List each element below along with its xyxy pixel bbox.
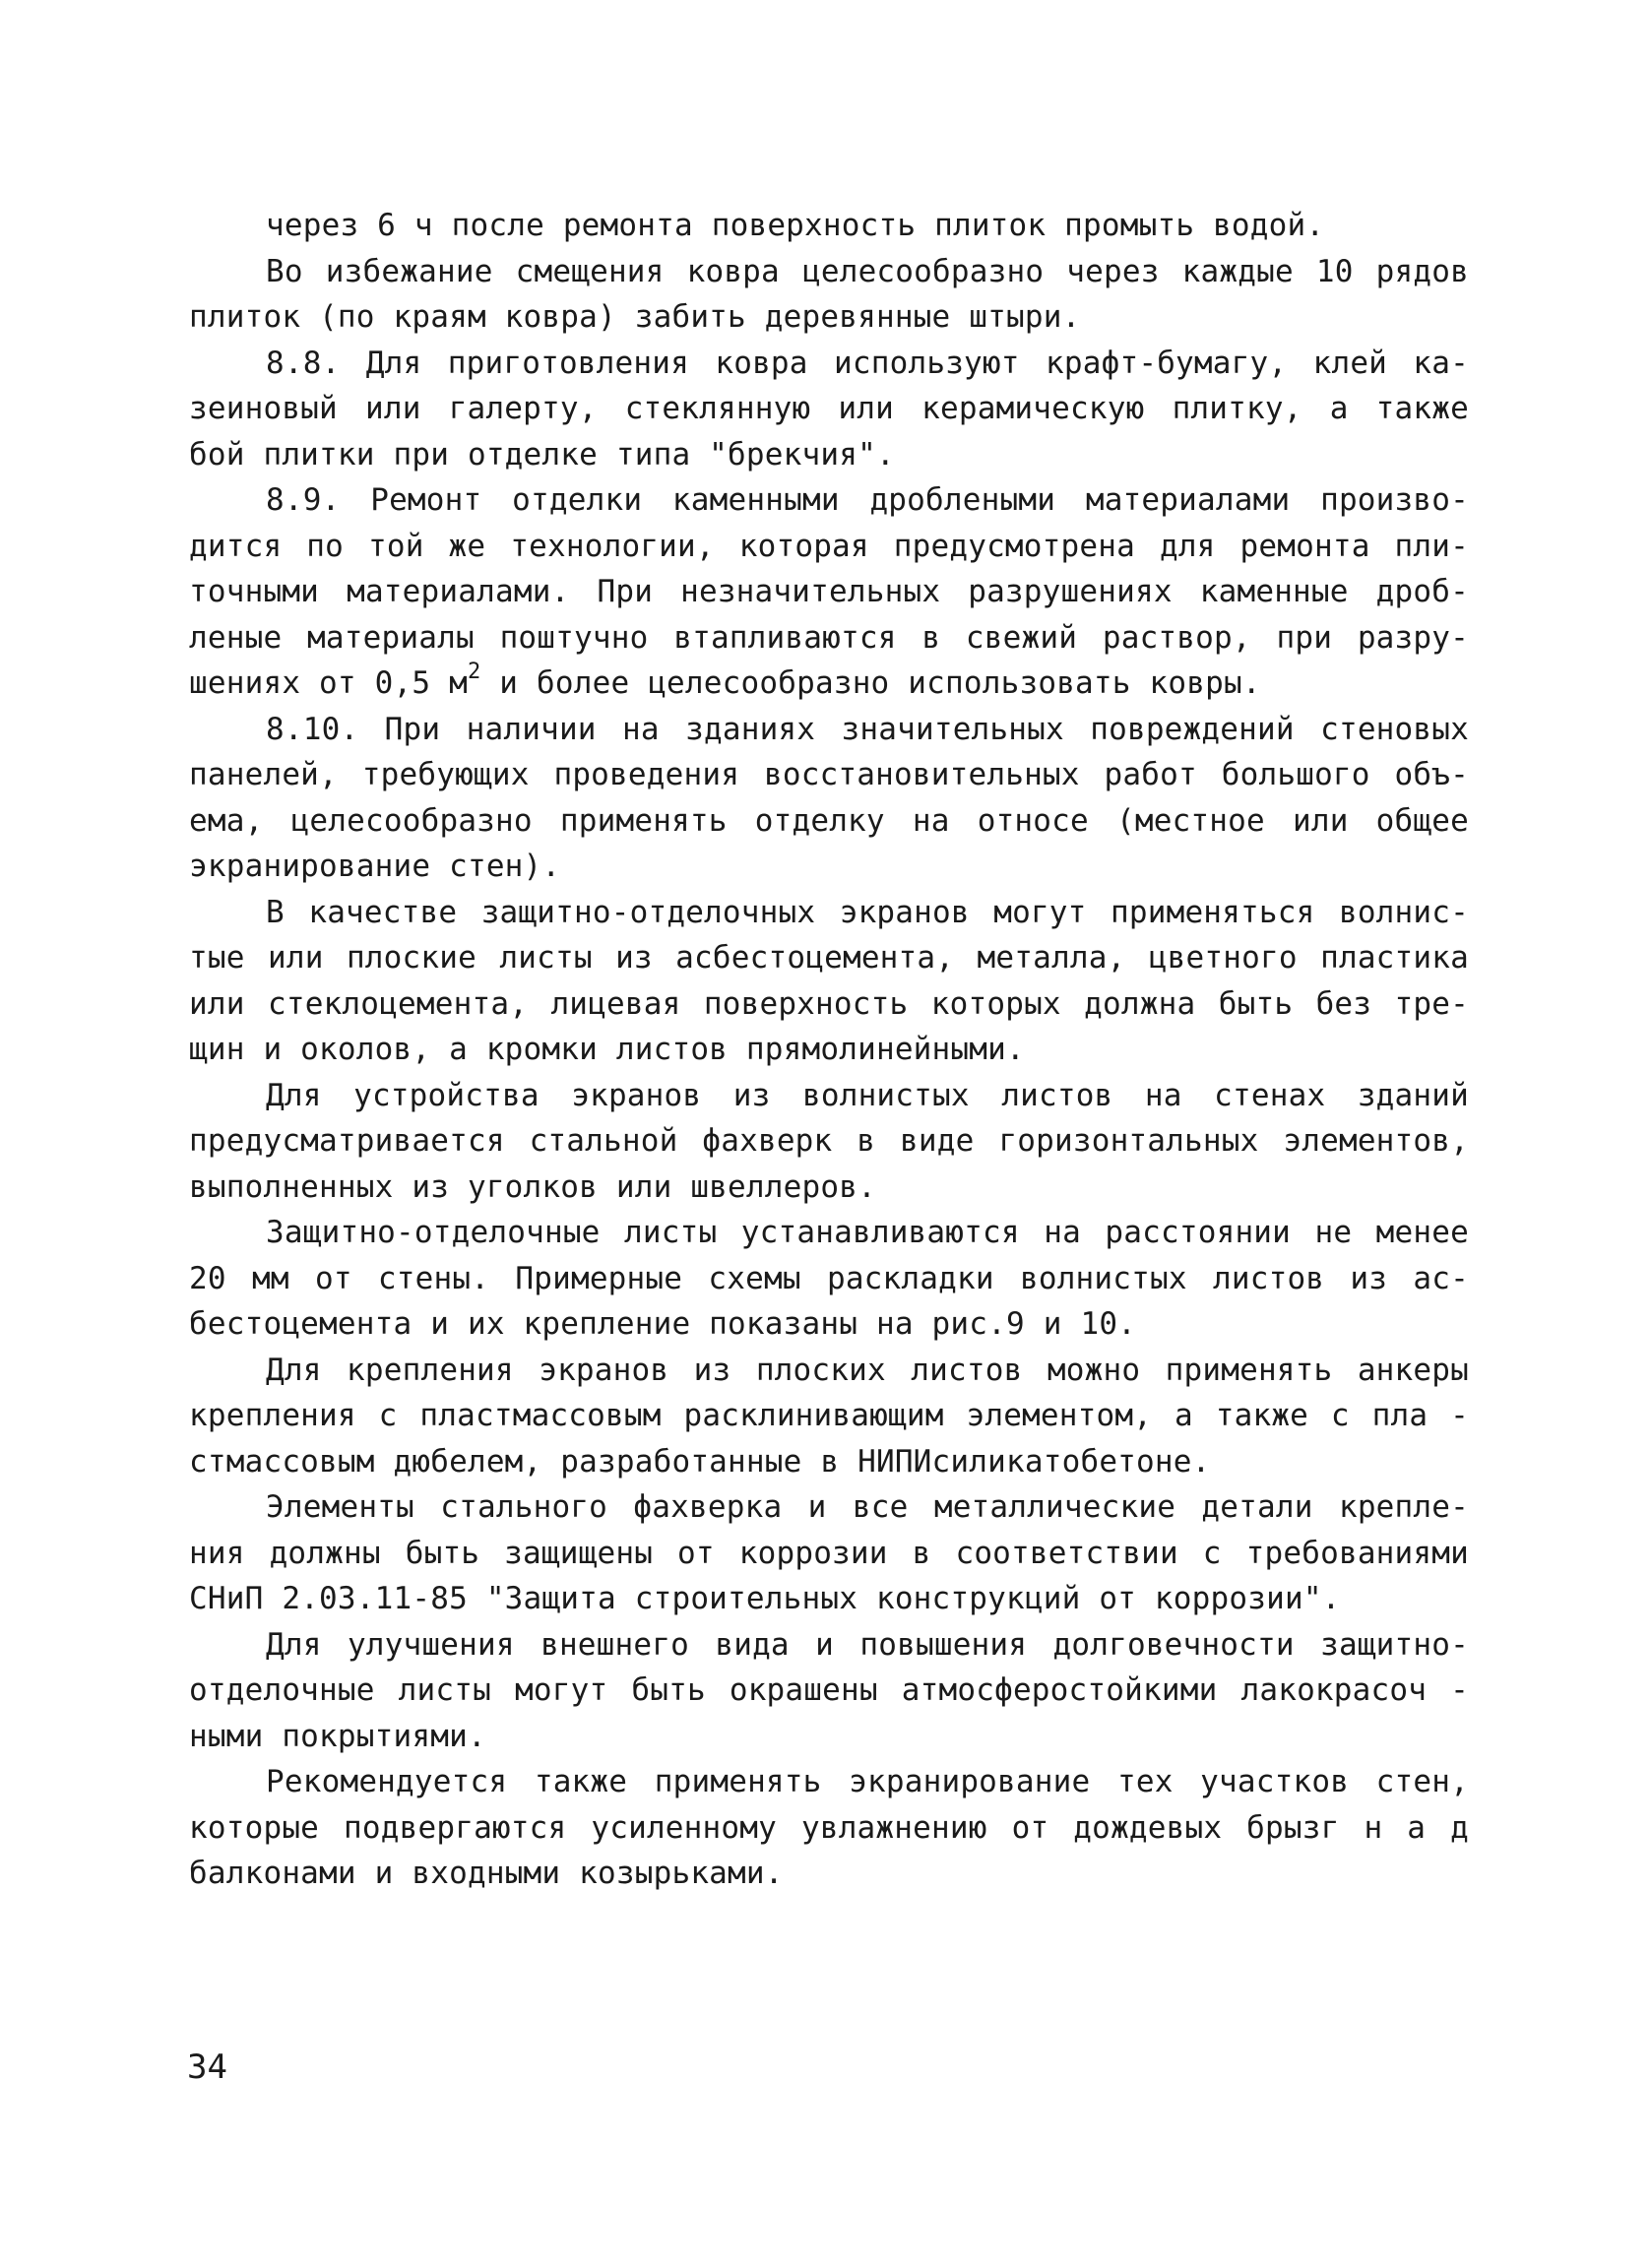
text-line: или стеклоцемента, лицевая поверхность которых должна быть без тре- [189, 985, 1469, 1022]
text-line: 8.10. При наличии на зданиях значительных повреждений стеновых [266, 711, 1469, 747]
text-line: бой плитки при отделке типа "брекчия". [189, 436, 895, 472]
text-line: Для крепления экранов из плоских листов можно применять анкеры [266, 1352, 1469, 1388]
text-line: через 6 ч после ремонта поверхность плиток промыть водой. [266, 208, 1325, 243]
text-line: точными материалами. При незначительных разрушениях каменные дроб- [189, 574, 1469, 609]
text-line: Защитно-отделочные листы устанавливаются на расстоянии не менее [266, 1215, 1469, 1250]
text-line: отделочные листы могут быть окрашены атмосферостойкими лакокрасоч - [189, 1672, 1469, 1708]
text-line: ными покрытиями. [189, 1718, 486, 1754]
text-line: щин и околов, а кромки листов прямолинейными. [189, 1032, 1025, 1067]
body-text [189, 203, 1469, 1897]
text-line: тые или плоские листы из асбестоцемента, металла, цветного пластика [189, 940, 1469, 976]
text-line: балконами и входными козырьками. [189, 1856, 784, 1891]
text-line: леные материалы поштучно втапливаются в свежий раствор, при разру- [189, 619, 1469, 656]
text-line: Рекомендуется также применять экранирование тех участков стен, [266, 1764, 1469, 1799]
text-line: стмассовым дюбелем, разработанные в НИПИсиликатобетоне. [189, 1443, 1211, 1480]
text-line: предусматривается стальной фахверк в виде горизонтальных элементов, [189, 1123, 1469, 1159]
text-line: Во избежание смещения ковра целесообразно через каждые 10 рядов [266, 253, 1469, 289]
text-line: экранирование стен). [189, 849, 561, 884]
text-line: 8.8. Для приготовления ковра используют крафт-бумагу, клей ка- [266, 345, 1469, 381]
text-segment: и более целесообразно использовать ковры. [480, 665, 1261, 701]
text-line: плиток (по краям ковра) забить деревянные штыри. [189, 299, 1081, 335]
text-line: ния должны быть защищены от коррозии в соответствии с требованиями [189, 1535, 1469, 1571]
text-line: Для улучшения внешнего вида и повышения долговечности защитно- [266, 1626, 1469, 1663]
superscript: 2 [467, 659, 481, 684]
text-line: дится по той же технологии, которая предусмотрена для ремонта пли- [189, 528, 1469, 564]
text-segment: шениях от 0,5 м [189, 665, 468, 701]
page-number: 34 [187, 2048, 227, 2087]
text-line: крепления с пластмассовым расклинивающим элементом, а также с пла - [189, 1398, 1469, 1433]
text-line: бестоцемента и их крепление показаны на рис.9 и 10. [189, 1306, 1137, 1342]
text-line: СНиП 2.03.11-85 "Защита строительных конструкций от коррозии". [189, 1581, 1341, 1616]
text-line: 8.9. Ремонт отделки каменными дроблеными материалами произво- [266, 482, 1469, 518]
text-line: В качестве защитно-отделочных экранов могут применяться волнис- [266, 894, 1469, 930]
text-line: ема, целесообразно применять отделку на относе (местное или общее [189, 802, 1469, 839]
text-line: Для устройства экранов из волнистых листов на стенах зданий [266, 1077, 1469, 1113]
text-line: выполненных из уголков или швеллеров. [189, 1168, 876, 1205]
text-line: которые подвергаются усиленному увлажнению от дождевых брызг н а д [189, 1809, 1469, 1846]
text-line: Элементы стального фахверка и все металлические детали крепле- [266, 1489, 1469, 1525]
text-line: 20 мм от стены. Примерные схемы раскладки волнистых листов из ас- [189, 1260, 1469, 1296]
text-line [189, 661, 1469, 707]
text-line: зеиновый или галерту, стеклянную или керамическую плитку, а также [189, 391, 1469, 426]
text-line: панелей, требующих проведения восстановительных работ большого объ- [189, 757, 1469, 792]
